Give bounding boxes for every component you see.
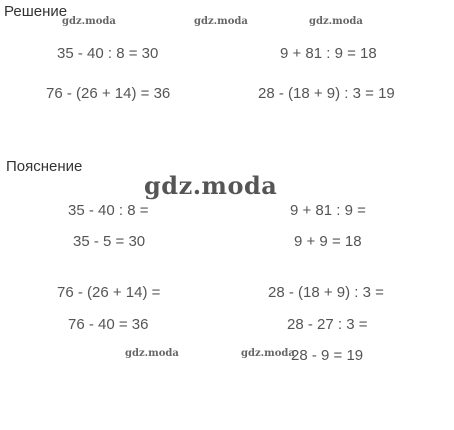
watermark: gdz.moda — [144, 171, 278, 200]
explanation-step: 28 - (18 + 9) : 3 = — [268, 284, 384, 301]
explanation-step: 35 - 40 : 8 = — [68, 202, 149, 219]
watermark: gdz.moda — [194, 16, 248, 27]
watermark: gdz.moda — [309, 16, 363, 27]
solution-heading: Решение — [4, 3, 68, 20]
solution-equation: 9 + 81 : 9 = 18 — [280, 45, 377, 62]
explanation-step: 76 - 40 = 36 — [68, 316, 149, 333]
explanation-step: 28 - 27 : 3 = — [287, 316, 368, 333]
explanation-step: 76 - (26 + 14) = — [57, 284, 161, 301]
explanation-heading: Пояснение — [6, 158, 83, 175]
solution-equation: 35 - 40 : 8 = 30 — [57, 45, 159, 62]
explanation-step: 9 + 9 = 18 — [294, 233, 362, 250]
explanation-step: 9 + 81 : 9 = — [290, 202, 366, 219]
explanation-step: 28 - 9 = 19 — [291, 347, 364, 364]
watermark: gdz.moda — [125, 348, 179, 359]
solution-equation: 28 - (18 + 9) : 3 = 19 — [258, 85, 395, 102]
solution-equation: 76 - (26 + 14) = 36 — [46, 85, 171, 102]
watermark: gdz.moda — [62, 16, 116, 27]
watermark: gdz.moda — [241, 348, 295, 359]
explanation-step: 35 - 5 = 30 — [73, 233, 146, 250]
